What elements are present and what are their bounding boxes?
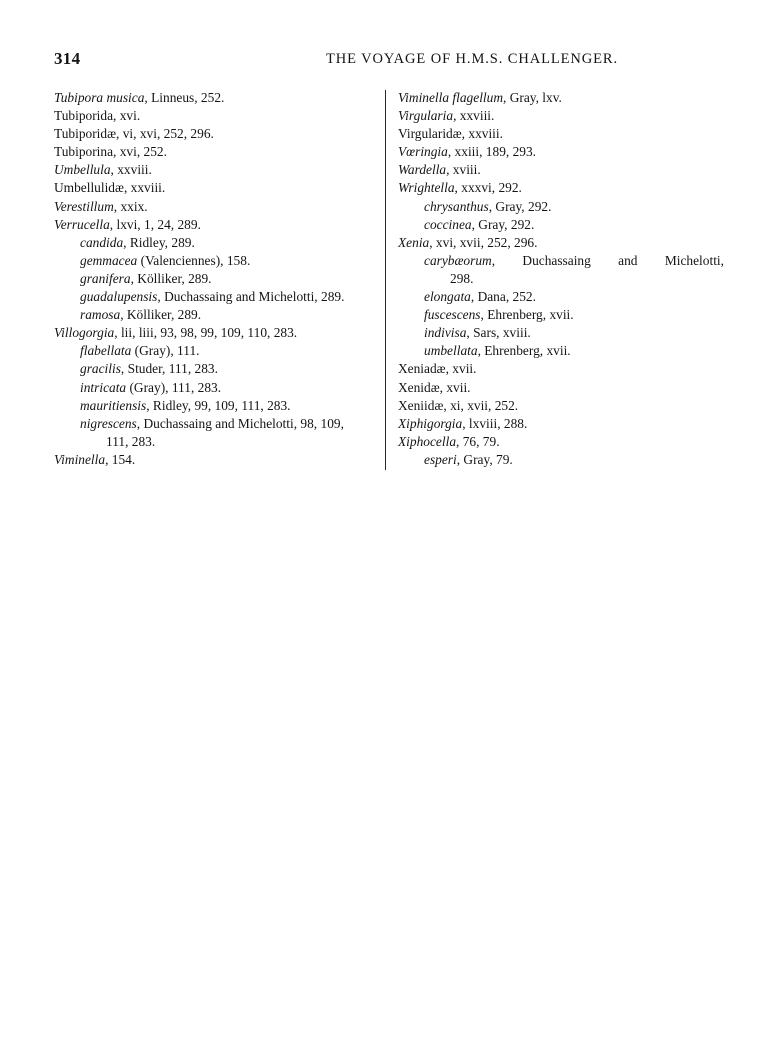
entry-references: , Sars, xviii.	[466, 325, 531, 341]
index-entry	[54, 198, 380, 216]
entry-line	[398, 144, 536, 159]
entry-line	[398, 235, 537, 250]
index-column-left	[54, 89, 380, 469]
entry-term: Umbellulidæ	[54, 180, 124, 196]
entry-term: Virgularia	[398, 108, 454, 124]
index-subentry	[398, 324, 724, 342]
entry-references: , 154.	[105, 451, 136, 467]
entry-line	[424, 289, 536, 304]
index-entry	[398, 379, 724, 397]
entry-term: esperi	[424, 451, 457, 467]
entry-line	[54, 452, 135, 467]
entry-line	[424, 307, 574, 322]
entry-references: (Gray), 111, 283.	[126, 379, 222, 395]
entry-references: (Gray), 111.	[131, 343, 200, 359]
entry-line	[398, 434, 500, 449]
entry-line	[54, 162, 152, 177]
entry-references: , Ridley, 289.	[123, 234, 195, 250]
index-entry	[54, 143, 380, 161]
index-entry	[398, 179, 724, 197]
entry-references: , xvii.	[445, 361, 477, 377]
page-number: 314	[54, 49, 81, 68]
index-subentry	[54, 415, 380, 451]
entry-line	[398, 398, 518, 413]
entry-term: guadalupensis	[80, 289, 158, 305]
index-entry	[54, 216, 380, 234]
entry-references: , lii, liii, 93, 98, 99, 109, 110, 283.	[114, 325, 298, 341]
entry-line	[398, 90, 562, 105]
entry-term: Virgularidæ	[398, 126, 462, 142]
entry-term: flabellata	[80, 343, 132, 359]
entry-line	[80, 380, 221, 395]
entry-term: intricata	[80, 379, 127, 395]
entry-line	[398, 180, 522, 195]
entry-references: , Duchassaing and Michelotti, 98, 109,	[136, 415, 344, 431]
entry-references: , Linneus, 252.	[144, 90, 225, 105]
index-subentry	[398, 306, 724, 324]
entry-term: granifera	[80, 270, 131, 286]
index-entry	[398, 107, 724, 125]
entry-term: chrysanthus	[424, 198, 489, 214]
entry-line	[424, 325, 531, 340]
entry-term: elongata	[424, 289, 471, 305]
index-entry	[398, 125, 724, 143]
entry-term: Xeniadæ	[398, 361, 446, 377]
entry-line	[424, 343, 571, 358]
entry-references: , xxviii.	[461, 126, 503, 142]
entry-line	[398, 126, 503, 141]
entry-references: , Kölliker, 289.	[130, 270, 212, 286]
entry-line	[398, 162, 481, 177]
entry-line	[54, 90, 224, 105]
entry-references: , xvii.	[439, 379, 471, 395]
entry-continuation: 298.	[450, 270, 474, 286]
entry-line	[54, 180, 165, 195]
entry-line	[80, 343, 200, 358]
index-subentry	[398, 342, 724, 360]
entry-term: Xenidæ	[398, 379, 440, 395]
entry-references: (Valenciennes), 158.	[137, 252, 251, 268]
index-entry	[398, 360, 724, 378]
entry-references: , xxiii, 189, 293.	[447, 144, 537, 160]
index-subentry	[54, 397, 380, 415]
index-entry	[398, 143, 724, 161]
index-subentry	[398, 451, 724, 469]
entry-term: nigrescens	[80, 415, 137, 431]
index-entry	[398, 433, 724, 451]
index-subentry	[398, 288, 724, 306]
entry-references: , lxviii, 288.	[462, 415, 528, 431]
entry-references: , Ehrenberg, xvii.	[477, 343, 571, 359]
entry-references: , Gray, 79.	[456, 451, 513, 467]
entry-term: Xeniidæ	[398, 397, 444, 413]
index-entry	[398, 234, 724, 252]
entry-references: , vi, xvi, 252, 296.	[116, 126, 214, 142]
entry-term: Wrightella	[398, 180, 455, 196]
entry-term: gracilis	[80, 361, 121, 377]
entry-references: , xvi, 252.	[113, 144, 167, 160]
index-entry	[398, 161, 724, 179]
entry-references: , 76, 79.	[456, 433, 500, 449]
index-entry	[54, 324, 380, 342]
index-entry	[54, 179, 380, 197]
index-entry	[398, 415, 724, 433]
entry-line	[54, 217, 201, 232]
index-subentry	[398, 198, 724, 216]
entry-references: , xxviii.	[110, 162, 152, 178]
entry-term: Verestillum	[54, 198, 114, 214]
entry-term: carybæorum	[424, 252, 492, 268]
entry-references: , Kölliker, 289.	[120, 307, 202, 323]
index-entry	[54, 451, 380, 469]
entry-term: umbellata	[424, 343, 478, 359]
entry-references: , xvi.	[113, 108, 141, 124]
entry-term: mauritiensis	[80, 397, 147, 413]
entry-references: , Studer, 111, 283.	[120, 361, 218, 377]
entry-line	[80, 235, 195, 250]
column-divider	[385, 90, 386, 470]
index-subentry	[54, 270, 380, 288]
entry-line	[398, 361, 476, 376]
entry-term: Viminella flagellum	[398, 90, 503, 105]
entry-term: candida	[80, 234, 124, 250]
entry-references: , xvi, xvii, 252, 296.	[429, 234, 538, 250]
entry-line	[54, 108, 140, 123]
entry-term: Xenia	[398, 234, 430, 250]
entry-term: Xiphigorgia	[398, 415, 463, 431]
entry-references: , Duchassaing and Michelotti, 289.	[157, 289, 345, 305]
entry-line	[80, 271, 212, 286]
entry-term: Verrucella	[54, 216, 110, 232]
entry-line	[54, 199, 148, 214]
index-entry	[54, 125, 380, 143]
entry-line	[424, 252, 724, 270]
index-subentry	[54, 234, 380, 252]
entry-references: , Gray, 292.	[488, 198, 552, 214]
entry-line	[54, 126, 214, 141]
entry-references: , lxvi, 1, 24, 289.	[109, 216, 201, 232]
entry-line	[424, 217, 534, 232]
entry-references: , xxviii.	[123, 180, 166, 196]
entry-references: , xxxvi, 292.	[454, 180, 522, 196]
entry-term: gemmacea	[80, 252, 138, 268]
entry-term: ramosa	[80, 307, 121, 323]
index-subentry	[54, 342, 380, 360]
entry-references: , xi, xvii, 252.	[443, 397, 519, 413]
entry-term: Umbellula	[54, 162, 111, 178]
entry-references: , xviii.	[446, 162, 481, 178]
entry-references: , Gray, 292.	[471, 216, 535, 232]
index-entry	[54, 89, 380, 107]
index-entry	[54, 161, 380, 179]
entry-line	[54, 144, 167, 159]
index-subentry	[398, 252, 724, 288]
entry-line	[80, 361, 218, 376]
entry-continuation: 111, 283.	[106, 433, 156, 449]
entry-line	[424, 452, 513, 467]
entry-line	[80, 307, 201, 322]
index-column-right	[398, 89, 724, 469]
entry-references: , Dana, 252.	[470, 289, 536, 305]
index-subentry	[54, 360, 380, 378]
index-subentry	[54, 379, 380, 397]
entry-line	[54, 325, 297, 340]
entry-line	[80, 253, 250, 268]
index-subentry	[54, 288, 380, 306]
entry-term: Tubiporina	[54, 144, 114, 160]
entry-line	[80, 398, 291, 413]
entry-references: , Ridley, 99, 109, 111, 283.	[146, 397, 291, 413]
entry-term: Villogorgia	[54, 325, 115, 341]
entry-term: Tubiporida	[54, 108, 114, 124]
entry-references: , Duchassaing and Michelotti,	[491, 252, 724, 268]
entry-line	[424, 199, 551, 214]
entry-references: , Ehrenberg, xvii.	[480, 307, 574, 323]
entry-term: fuscescens	[424, 307, 481, 323]
entry-term: Xiphocella	[398, 433, 457, 449]
entry-term: Vœringia	[398, 144, 448, 160]
entry-references: , xxix.	[113, 198, 148, 214]
entry-references: , xxviii.	[453, 108, 495, 124]
index-entry	[398, 89, 724, 107]
entry-references: , Gray, lxv.	[503, 90, 562, 105]
entry-term: Tubipora musica	[54, 90, 145, 105]
entry-term: Wardella	[398, 162, 447, 178]
index-subentry	[54, 306, 380, 324]
index-subentry	[54, 252, 380, 270]
running-title: THE VOYAGE OF H.M.S. CHALLENGER.	[326, 51, 618, 67]
entry-term: indivisa	[424, 325, 467, 341]
index-subentry	[398, 216, 724, 234]
entry-term: coccinea	[424, 216, 472, 232]
index-entry	[398, 397, 724, 415]
entry-term: Viminella	[54, 451, 106, 467]
entry-line	[80, 289, 344, 304]
entry-line	[80, 416, 344, 431]
entry-line	[398, 380, 471, 395]
index-entry	[54, 107, 380, 125]
entry-term: Tubiporidæ	[54, 126, 117, 142]
entry-line	[398, 108, 494, 123]
entry-line	[398, 416, 527, 431]
